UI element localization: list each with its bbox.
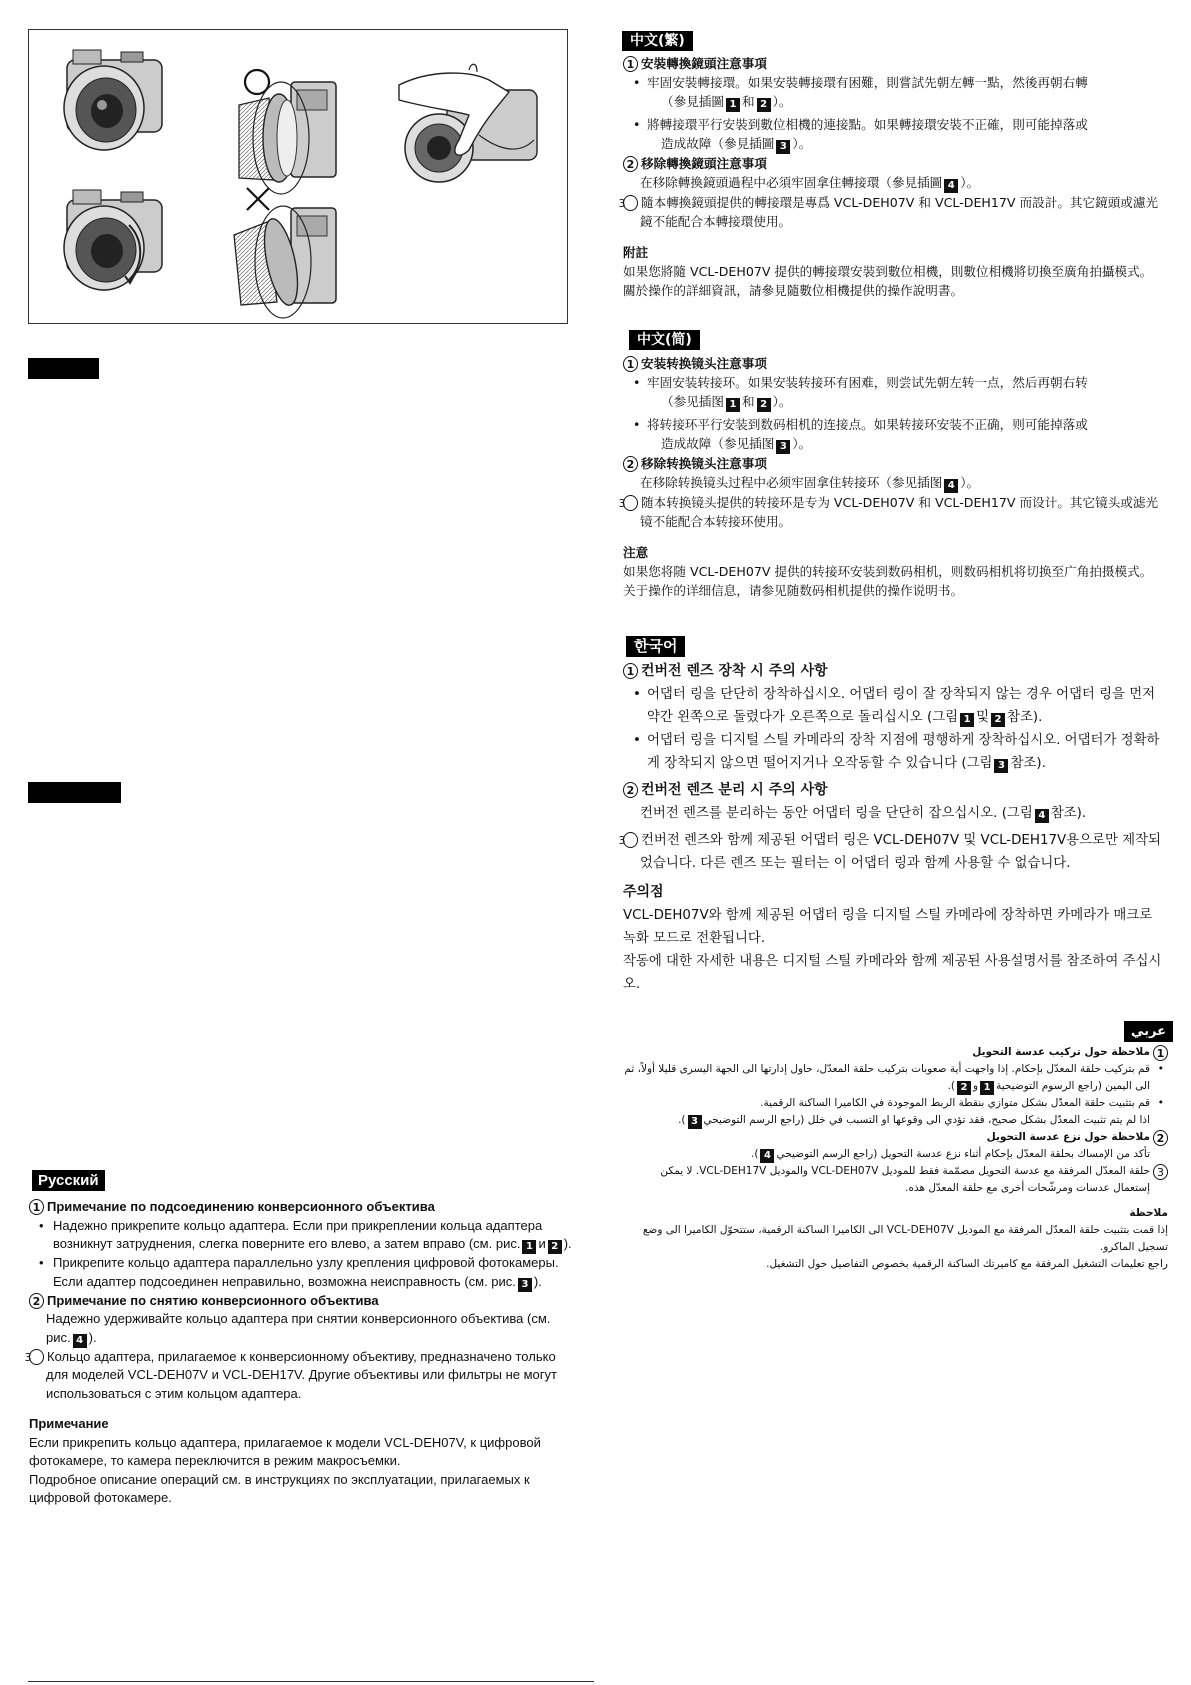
label-bar-blank-1 bbox=[28, 358, 99, 379]
circled-number: 1 bbox=[1153, 1045, 1168, 1061]
heading: 컨버전 렌즈 장착 시 주의 사항 bbox=[641, 663, 828, 679]
heading: 安裝轉換鏡頭注意事項 bbox=[641, 56, 767, 71]
paragraph: 在移除转换镜头过程中必须牢固拿住转接环（参见插图 4 ）。 bbox=[640, 475, 980, 491]
figure-3-ok bbox=[239, 70, 336, 194]
figure-4-hand bbox=[399, 64, 537, 182]
paragraph: 在移除轉換鏡頭過程中必須牢固拿住轉接環（參見插圖 4 ）。 bbox=[640, 175, 980, 191]
circled-number: 2 bbox=[29, 1293, 44, 1309]
section-ko bbox=[618, 660, 1168, 996]
figure-ref: 3 bbox=[994, 759, 1008, 773]
circled-number: 2 bbox=[1153, 1130, 1168, 1146]
paragraph: 3 随本转换镜头提供的转接环是专为 VCL-DEH07V 和 VCL-DEH17V 而设计。其它镜头或滤光镜不能配合本转接环使用。 bbox=[618, 495, 1159, 529]
bullet-item: • 牢固安装转接环。如果安装转接环有困难，则尝试先朝左转一点，然后再朝右转 （参见插图 1 和 2 ）。 bbox=[623, 373, 1168, 412]
circled-number: 1 bbox=[623, 56, 638, 72]
figure-ref: 1 bbox=[980, 1081, 994, 1095]
heading: Примечание по подсоединению конверсионного объектива bbox=[47, 1199, 435, 1214]
bullet-item: • 将转接环平行安装到数码相机的连接点。如果转接环安装不正确，则可能掉落或 造成故障（参见插图 3 ）。 bbox=[623, 415, 1168, 454]
figure-ref: 4 bbox=[944, 479, 958, 493]
paragraph: تأكد من الإمساك بحلقة المعدّل بإحكام أثناء نزع عدسة التحويل (راجع الرسم التوضيحي4). bbox=[751, 1148, 1150, 1161]
note-text: Подробное описание операций см. в инструкциях по эксплуатации, прилагаемых к цифровой фотокамере. bbox=[29, 1471, 530, 1505]
bullet-item: • قم بتثبيت حلقة المعدّل بشكل متوازي بنقطة الربط الموجودة في الكاميرا الساكنة الرقمية. اذا لم يتم تثبيت المعدّل بشكل صحيح، فقد تؤدي الى وقوعها او التسبب في خلل (راجع الرسم التوضيحي3). bbox=[622, 1095, 1168, 1129]
label-bar-blank-2 bbox=[28, 782, 121, 803]
circled-number: 3 bbox=[623, 832, 638, 848]
note-text: VCL-DEH07V와 함께 제공된 어댑터 링을 디지털 스틸 카메라에 장착하면 카메라가 매크로 녹화 모드로 전환됩니다. bbox=[623, 908, 1153, 946]
note-heading: 주의점 bbox=[623, 884, 664, 900]
figure-ref: 2 bbox=[991, 713, 1005, 727]
note-text: 작동에 대한 자세한 내용은 디지털 스틸 카메라와 함께 제공된 사용설명서를 참조하여 주십시오. bbox=[623, 954, 1162, 992]
heading: 移除转换镜头注意事项 bbox=[641, 456, 767, 471]
figure-ref: 2 bbox=[757, 398, 771, 412]
note-text: 關於操作的詳細資訊，請參見隨數位相機提供的操作說明書。 bbox=[623, 283, 964, 298]
figure-ref: 2 bbox=[757, 98, 771, 112]
figure-ref: 4 bbox=[1035, 809, 1049, 823]
circled-number: 3 bbox=[29, 1349, 44, 1365]
lang-label-zh-cn: 中文(简) bbox=[629, 330, 700, 350]
circled-number: 2 bbox=[623, 456, 638, 472]
figure-ref: 2 bbox=[957, 1081, 971, 1095]
note-heading: ملاحظة bbox=[1129, 1207, 1168, 1219]
circled-number: 1 bbox=[623, 356, 638, 372]
heading: 컨버전 렌즈 분리 시 주의 사항 bbox=[641, 782, 828, 798]
note-text: 关于操作的详细信息，请参见随数码相机提供的操作说明书。 bbox=[623, 583, 964, 598]
lang-label-ar: عربي bbox=[1124, 1021, 1173, 1042]
figure-ref: 3 bbox=[776, 440, 790, 454]
section-zh-tw bbox=[618, 54, 1168, 300]
bullet-item: • 어댑터 링을 디지털 스틸 카메라의 장착 지점에 평행하게 장착하십시오. 어댑터가 정확하게 장착되지 않으면 떨어지거나 오작동할 수 있습니다 (그림 3 참조). bbox=[623, 729, 1168, 775]
lang-label-zh-tw: 中文(繁) bbox=[622, 31, 693, 51]
illustration-box bbox=[28, 29, 568, 324]
figure-3-ng bbox=[234, 188, 336, 318]
bullet-item: • قم بتركيب حلقة المعدّل بإحكام. إذا واجهت أية صعوبات بتركيب حلقة المعدّل، حاول إدارتها الى الجهة اليسرى قليلا أولاً، ثم الى اليمين (راجع الرسوم التوضيحية1و2). bbox=[622, 1061, 1168, 1095]
paragraph: 3 隨本轉換鏡頭提供的轉接環是專爲 VCL-DEH07V 和 VCL-DEH17V 而設計。其它鏡頭或濾光鏡不能配合本轉接環使用。 bbox=[618, 195, 1159, 229]
heading: Примечание по снятию конверсионного объектива bbox=[47, 1292, 379, 1308]
lang-label-ru: Русский bbox=[32, 1170, 105, 1191]
figure-ref: 4 bbox=[760, 1149, 774, 1163]
heading: 安装转换镜头注意事项 bbox=[641, 356, 767, 371]
figure-2-camera-rotate bbox=[64, 190, 162, 290]
figure-ref: 4 bbox=[73, 1334, 87, 1348]
circled-number: 2 bbox=[623, 156, 638, 172]
figure-ref: 4 bbox=[944, 179, 958, 193]
note-heading: Примечание bbox=[29, 1416, 109, 1431]
note-heading: 附註 bbox=[623, 245, 649, 260]
figure-ref: 3 bbox=[518, 1278, 532, 1292]
heading: 移除轉換鏡頭注意事項 bbox=[641, 156, 767, 171]
lang-label-ko: 한국어 bbox=[626, 636, 685, 657]
section-ru bbox=[24, 1198, 574, 1508]
note-text: راجع تعليمات التشغيل المرفقة مع كاميرتك الساكنة الرقمية بخصوص التفاصيل حول التشغيل. bbox=[766, 1258, 1168, 1270]
section-zh-cn bbox=[618, 354, 1168, 600]
circled-number: 3 bbox=[1153, 1164, 1168, 1180]
figure-ref: 2 bbox=[548, 1240, 562, 1254]
paragraph: Надежно удерживайте кольцо адаптера при снятии конверсионного объектива (см. рис. 4 ). bbox=[46, 1311, 551, 1346]
note-text: Если прикрепить кольцо адаптера, прилагаемое к модели VCL-DEH07V, к цифровой фотокамере, то камера переключится в режим макросъемки. bbox=[29, 1434, 541, 1468]
heading: ملاحظة حول تركيب عدسة التحويل bbox=[972, 1046, 1150, 1058]
heading: ملاحظة حول نزع عدسة التحويل bbox=[986, 1131, 1150, 1143]
figure-ref: 1 bbox=[726, 398, 740, 412]
bottom-rule bbox=[28, 1681, 594, 1682]
bullet-item: • 將轉接環平行安裝到數位相機的連接點。如果轉接環安裝不正確，則可能掉落或 造成故障（參見插圖 3 ）。 bbox=[623, 115, 1168, 154]
figure-ref: 1 bbox=[726, 98, 740, 112]
circled-number: 3 bbox=[623, 195, 638, 211]
camera-illustrations bbox=[29, 30, 567, 323]
figure-ref: 3 bbox=[776, 140, 790, 154]
figure-ref: 1 bbox=[522, 1240, 536, 1254]
figure-ref: 1 bbox=[960, 713, 974, 727]
paragraph: 3 Кольцо адаптера, прилагаемое к конверсионному объективу, предназначено только для моделей VCL-DEH07V и VCL-DEH17V. Другие объективы или фильтры не могут использоваться с этим кольцом адаптера. bbox=[24, 1348, 557, 1401]
note-text: 如果您將隨 VCL-DEH07V 提供的轉接環安裝到數位相機，則數位相機將切換至廣角拍攝模式。 bbox=[623, 264, 1153, 279]
paragraph: 3 حلقة المعدّل المرفقة مع عدسة التحويل مصمّمة فقط للموديل VCL-DEH07V والموديل VCL-DEH17V. لا يمكن إستعمال عدسات ومرشّحات أخرى مع حلقة المعدّل هذه. bbox=[622, 1163, 1168, 1197]
bullet-item: • 牢固安裝轉接環。如果安裝轉接環有困難，則嘗試先朝左轉一點，然後再朝右轉 （參見插圖 1 和 2 ）。 bbox=[623, 73, 1168, 112]
paragraph: 컨버전 렌즈를 분리하는 동안 어댑터 링을 단단히 잡으십시오. (그림 4 참조). bbox=[640, 806, 1087, 821]
note-heading: 注意 bbox=[623, 545, 649, 560]
circled-number: 2 bbox=[623, 782, 638, 798]
circled-number: 1 bbox=[623, 663, 638, 679]
section-ar bbox=[622, 1044, 1168, 1273]
bullet-item: • 어댑터 링을 단단히 장착하십시오. 어댑터 링이 잘 장착되지 않는 경우 어댑터 링을 먼저 약간 왼쪽으로 돌렸다가 오른쪽으로 돌리십시오 (그림 1 및 2 참조). bbox=[623, 683, 1168, 729]
bullet-item: • Прикрепите кольцо адаптера параллельно узлу крепления цифровой фотокамеры. Если адаптер подсоединен неправильно, возможна неисправность (см. рис. 3 ). bbox=[29, 1254, 574, 1292]
note-text: 如果您将随 VCL-DEH07V 提供的转接环安装到数码相机，则数码相机将切换至广角拍摄模式。 bbox=[623, 564, 1153, 579]
note-text: إذا قمت بتثبيت حلقة المعدّل المرفقة مع الموديل VCL-DEH07V الى الكاميرا الساكنة الرقمية، ستتحوّل الكاميرا الى وضع تسجيل الماكرو. bbox=[642, 1224, 1168, 1253]
bullet-item: • Надежно прикрепите кольцо адаптера. Если при прикреплении кольца адаптера возникнут затруднения, слегка поверните его влево, а затем вправо (см. рис. 1 и 2 ). bbox=[29, 1217, 574, 1255]
figure-ref: 3 bbox=[688, 1115, 702, 1129]
paragraph: 3 컨버전 렌즈와 함께 제공된 어댑터 링은 VCL-DEH07V 및 VCL-DEH17V용으로만 제작되었습니다. 다른 렌즈 또는 필터는 이 어댑터 링과 함께 사용할 수 없습니다. bbox=[618, 833, 1161, 871]
figure-1-camera bbox=[64, 50, 162, 150]
circled-number: 1 bbox=[29, 1199, 44, 1215]
circled-number: 3 bbox=[623, 495, 638, 511]
